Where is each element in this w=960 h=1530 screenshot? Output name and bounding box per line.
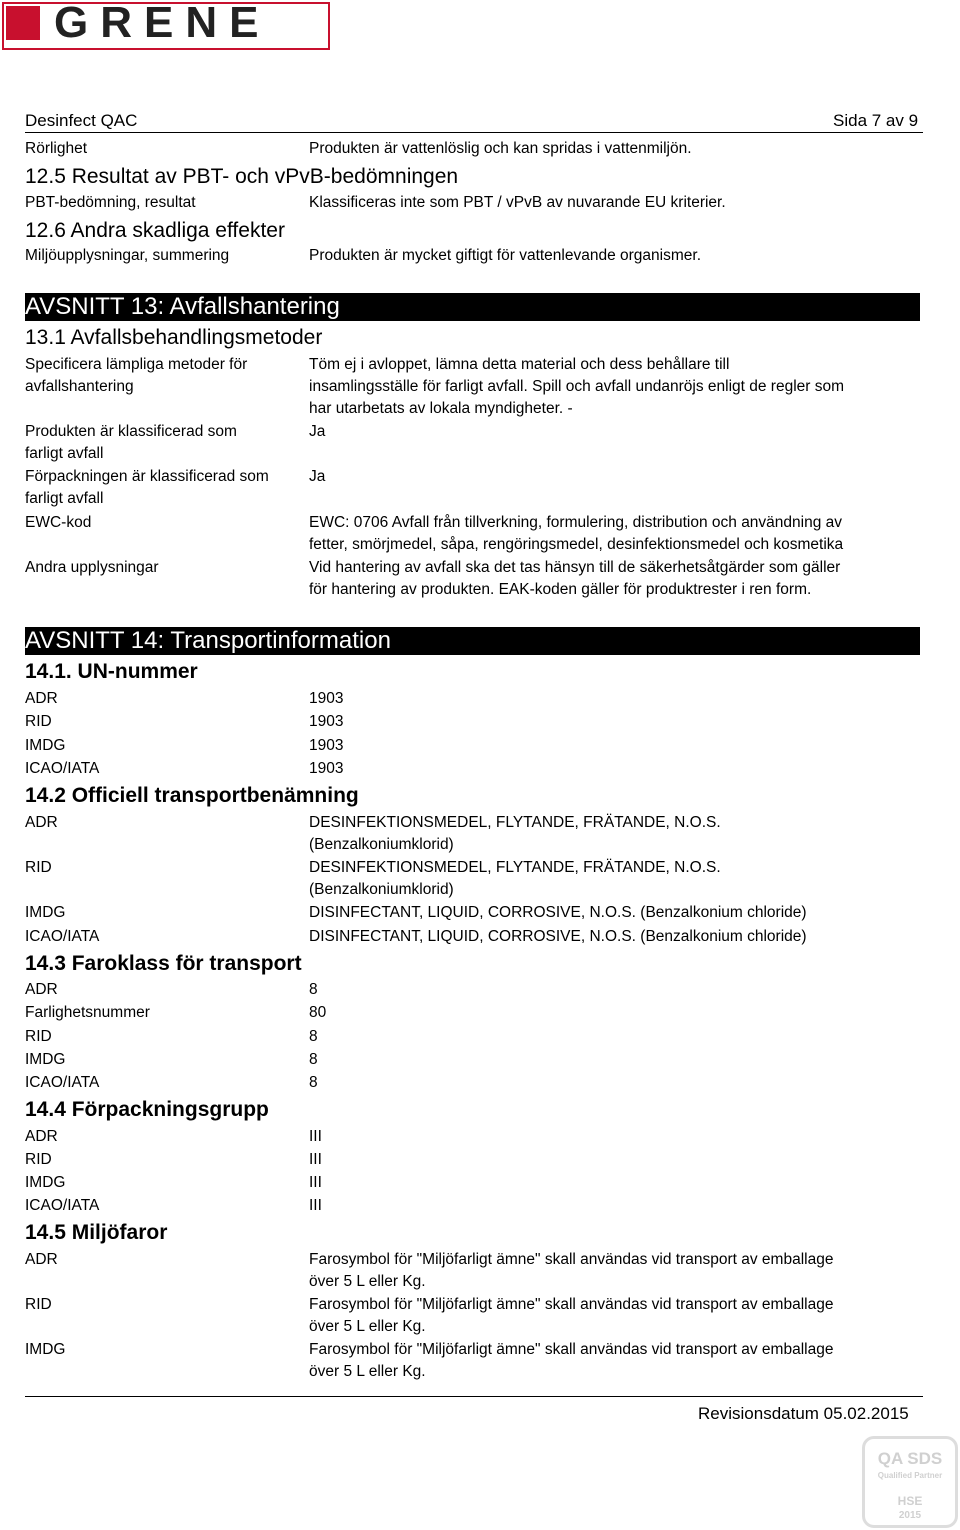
grupp-icao-value: III xyxy=(309,1197,322,1214)
name-icao-label: ICAO/IATA xyxy=(25,928,100,945)
rorlighet-value: Produkten är vattenlöslig och kan spridas i vattenmiljön. xyxy=(309,140,692,157)
andra-value-line2: för hantering av produkten. EAK-koden gäller för produktrester i ren form. xyxy=(309,581,812,598)
prod-label-line2: farligt avfall xyxy=(25,445,104,462)
page-number: Sida 7 av 9 xyxy=(833,111,919,130)
section-13-title: AVSNITT 13: Avfallshantering xyxy=(25,293,340,320)
header-divider xyxy=(25,132,923,133)
badge-title: QA SDS xyxy=(877,1449,943,1468)
forp-value: Ja xyxy=(309,468,326,485)
prod-label-line1: Produkten är klassificerad som xyxy=(25,423,237,440)
grupp-rid-value: III xyxy=(309,1151,322,1168)
section-14-title: AVSNITT 14: Transportinformation xyxy=(25,627,391,654)
klass-imdg-value: 8 xyxy=(309,1051,318,1068)
grupp-rid-label: RID xyxy=(25,1151,52,1168)
name-rid-value-line1: DESINFEKTIONSMEDEL, FLYTANDE, FRÄTANDE, N.O.S. xyxy=(309,859,721,876)
name-imdg-value: DISINFECTANT, LIQUID, CORROSIVE, N.O.S. (Benzalkonium chloride) xyxy=(309,904,807,921)
heading-14-1: 14.1. UN-nummer xyxy=(25,660,198,683)
grupp-icao-label: ICAO/IATA xyxy=(25,1197,100,1214)
logo-text: GRENE xyxy=(54,0,271,47)
spec-label-line1: Specificera lämpliga metoder för xyxy=(25,356,248,373)
pbt-value: Klassificeras inte som PBT / vPvB av nuvarande EU kriterier. xyxy=(309,194,726,211)
miljo-imdg-value-line2: över 5 L eller Kg. xyxy=(309,1363,426,1380)
miljo-rid-value-line1: Farosymbol för "Miljöfarligt ämne" skall användas vid transport av emballage xyxy=(309,1296,834,1313)
klass-imdg-label: IMDG xyxy=(25,1051,66,1068)
heading-14-3: 14.3 Faroklass för transport xyxy=(25,952,302,975)
heading-14-2: 14.2 Officiell transportbenämning xyxy=(25,784,359,807)
un-icao-label: ICAO/IATA xyxy=(25,760,100,777)
klass-rid-label: RID xyxy=(25,1028,52,1045)
product-name: Desinfect QAC xyxy=(25,111,138,130)
klass-icao-label: ICAO/IATA xyxy=(25,1074,100,1091)
forp-label-line2: farligt avfall xyxy=(25,490,104,507)
klass-far-value: 80 xyxy=(309,1004,327,1021)
heading-13-1: 13.1 Avfallsbehandlingsmetoder xyxy=(25,326,323,349)
klass-rid-value: 8 xyxy=(309,1028,318,1045)
spec-value-line1: Töm ej i avloppet, lämna detta material och dess behållare till xyxy=(309,356,730,373)
name-adr-label: ADR xyxy=(25,814,58,831)
spec-value-line3: har utarbetats av lokala myndigheter. - xyxy=(309,400,573,417)
revision-date: Revisionsdatum 05.02.2015 xyxy=(698,1404,909,1423)
klass-adr-label: ADR xyxy=(25,981,58,998)
forp-label-line1: Förpackningen är klassificerad som xyxy=(25,468,269,485)
miljo-adr-value-line1: Farosymbol för "Miljöfarligt ämne" skall användas vid transport av emballage xyxy=(309,1251,834,1268)
badge-year: 2015 xyxy=(898,1510,922,1521)
un-icao-value: 1903 xyxy=(309,760,344,777)
footer-divider xyxy=(25,1396,923,1397)
andra-value-line1: Vid hantering av avfall ska det tas hänsyn till de säkerhetsåtgärder som gäller xyxy=(309,559,841,576)
ewc-value-line2: fetter, smörjmedel, såpa, rengöringsmedel, desinfektionsmedel och kosmetika xyxy=(309,536,844,553)
miljo-adr-label: ADR xyxy=(25,1251,58,1268)
grupp-adr-label: ADR xyxy=(25,1128,58,1145)
klass-far-label: Farlighetsnummer xyxy=(25,1004,150,1021)
un-adr-value: 1903 xyxy=(309,690,344,707)
heading-14-5: 14.5 Miljöfaror xyxy=(25,1221,168,1244)
un-rid-label: RID xyxy=(25,713,52,730)
miljo-rid-label: RID xyxy=(25,1296,52,1313)
name-icao-value: DISINFECTANT, LIQUID, CORROSIVE, N.O.S. (Benzalkonium chloride) xyxy=(309,928,807,945)
grupp-imdg-label: IMDG xyxy=(25,1174,66,1191)
klass-adr-value: 8 xyxy=(309,981,318,998)
un-imdg-label: IMDG xyxy=(25,737,66,754)
un-rid-value: 1903 xyxy=(309,713,344,730)
grupp-imdg-value: III xyxy=(309,1174,322,1191)
andra-label: Andra upplysningar xyxy=(25,559,159,576)
spec-label-line2: avfallshantering xyxy=(25,378,134,395)
name-rid-label: RID xyxy=(25,859,52,876)
un-imdg-value: 1903 xyxy=(309,737,344,754)
name-adr-value-line2: (Benzalkoniumklorid) xyxy=(309,836,454,853)
miljo-imdg-label: IMDG xyxy=(25,1341,66,1358)
miljo-value: Produkten är mycket giftigt för vattenlevande organismer. xyxy=(309,247,702,264)
badge-hse: HSE xyxy=(897,1494,923,1508)
badge-subtitle: Qualified Partner xyxy=(877,1471,943,1480)
name-imdg-label: IMDG xyxy=(25,904,66,921)
heading-12-5: 12.5 Resultat av PBT- och vPvB-bedömningen xyxy=(25,165,459,188)
miljo-adr-value-line2: över 5 L eller Kg. xyxy=(309,1273,426,1290)
grene-logo-mark-icon xyxy=(6,6,40,40)
miljo-label: Miljöupplysningar, summering xyxy=(25,247,230,264)
miljo-imdg-value-line1: Farosymbol för "Miljöfarligt ämne" skall användas vid transport av emballage xyxy=(309,1341,834,1358)
prod-value: Ja xyxy=(309,423,326,440)
heading-12-6: 12.6 Andra skadliga effekter xyxy=(25,219,285,242)
name-adr-value-line1: DESINFEKTIONSMEDEL, FLYTANDE, FRÄTANDE, N.O.S. xyxy=(309,814,721,831)
klass-icao-value: 8 xyxy=(309,1074,318,1091)
name-rid-value-line2: (Benzalkoniumklorid) xyxy=(309,881,454,898)
heading-14-4: 14.4 Förpackningsgrupp xyxy=(25,1098,269,1121)
pbt-label: PBT-bedömning, resultat xyxy=(25,194,196,211)
grupp-adr-value: III xyxy=(309,1128,322,1145)
miljo-rid-value-line2: över 5 L eller Kg. xyxy=(309,1318,426,1335)
rorlighet-label: Rörlighet xyxy=(25,140,88,157)
qa-sds-badge xyxy=(862,1436,958,1528)
ewc-value-line1: EWC: 0706 Avfall från tillverkning, formulering, distribution och användning av xyxy=(309,514,843,531)
ewc-label: EWC-kod xyxy=(25,514,92,531)
un-adr-label: ADR xyxy=(25,690,58,707)
spec-value-line2: insamlingsställe för farligt avfall. Spill och avfall undanröjs enligt de regler som xyxy=(309,378,845,395)
